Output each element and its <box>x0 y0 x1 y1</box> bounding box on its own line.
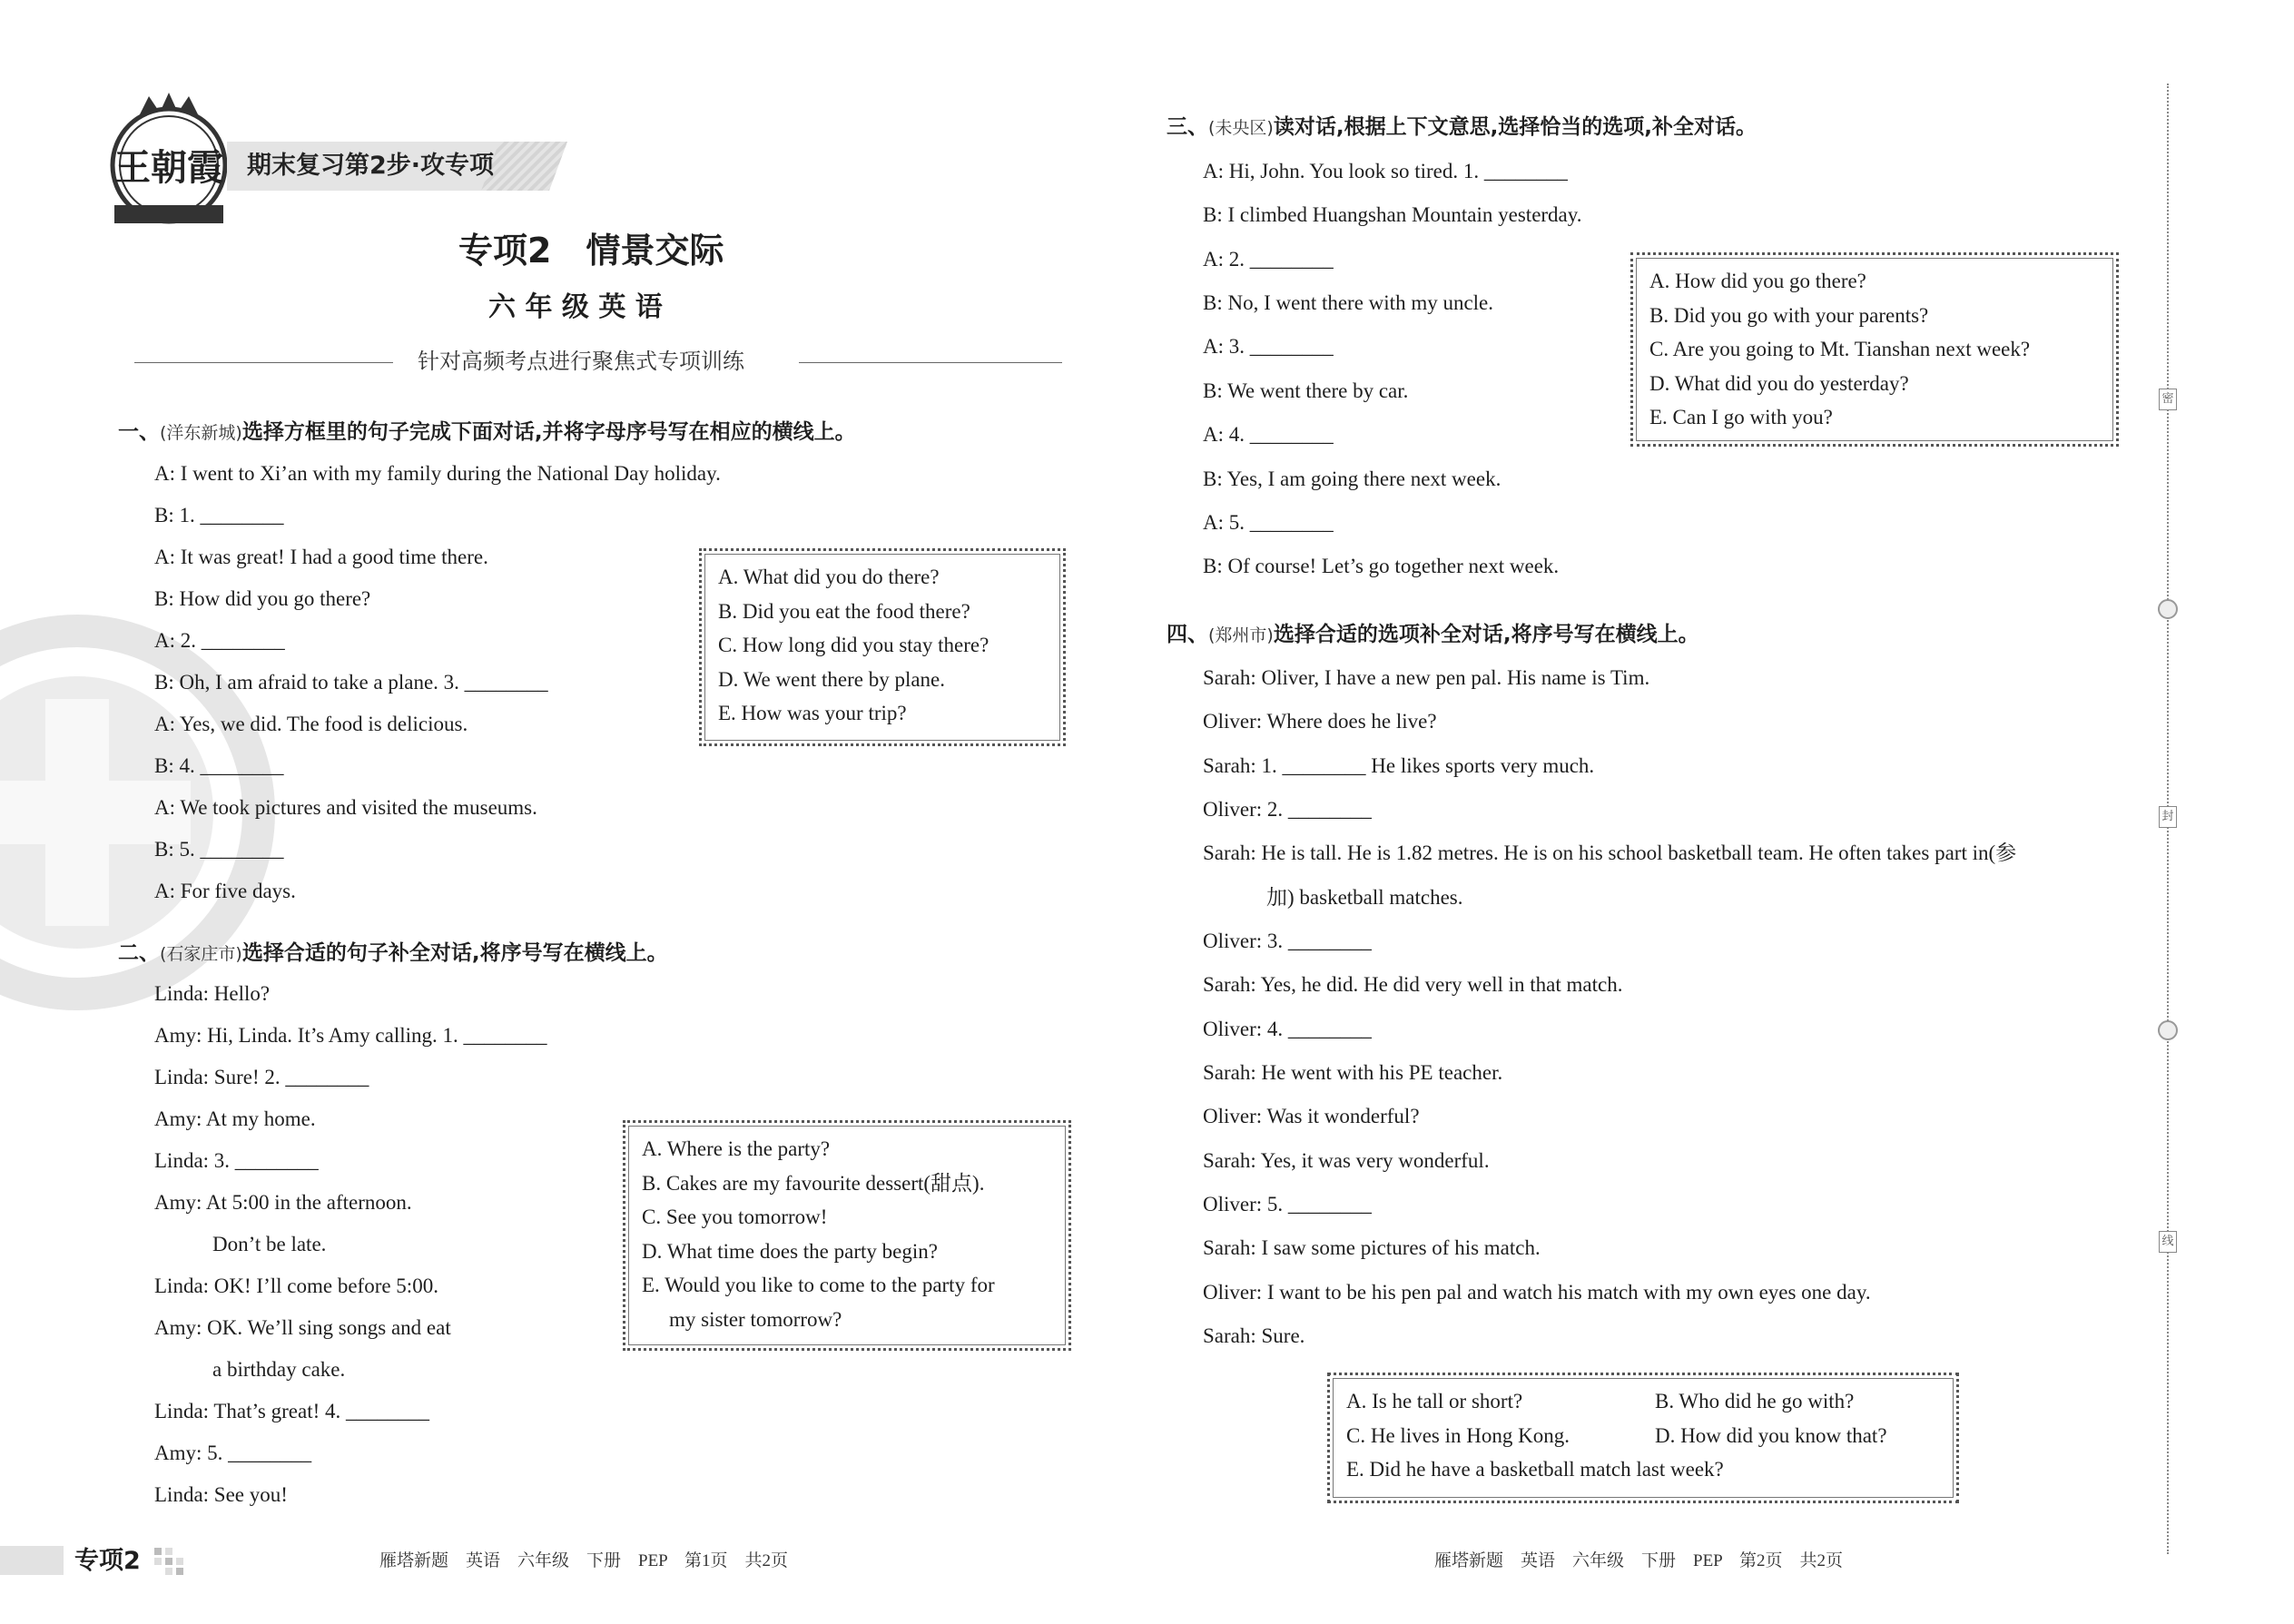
section2-instruction: 选择合适的句子补全对话,将序号写在横线上。 <box>241 941 668 965</box>
section1-instruction: 选择方框里的句子完成下面对话,并将字母序号写在相应的横线上。 <box>241 420 856 444</box>
section1-location: (洋东新城) <box>160 423 242 443</box>
s4-line: Sarah: Oliver, I have a new pen pal. His name is Tim. <box>1203 666 1650 689</box>
s4-line: Oliver: I want to be his pen pal and watch his match with my own eyes one day. <box>1203 1281 1871 1304</box>
s2-line: Don’t be late. <box>212 1233 327 1255</box>
section4-instruction: 选择合适的选项补全对话,将序号写在横线上。 <box>1273 623 1699 646</box>
s3-line: B: No, I went there with my uncle. <box>1203 291 1494 314</box>
s2-line: Amy: At 5:00 in the afternoon. <box>154 1191 412 1214</box>
s4-line: Sarah: Yes, it was very wonderful. <box>1203 1149 1490 1172</box>
s4-line: Sarah: He is tall. He is 1.82 metres. He is on his school basketball team. He often takes part in(参 <box>1203 842 2017 864</box>
s1-option: D. We went there by plane. <box>718 667 946 691</box>
section3-instruction: 读对话,根据上下文意思,选择恰当的选项,补全对话。 <box>1273 115 1757 139</box>
s1-line: B: 4. ________ <box>154 754 284 777</box>
s2-option: my sister tomorrow? <box>669 1307 842 1331</box>
s1-option: B. Did you eat the food there? <box>718 599 970 623</box>
side-dot <box>2158 599 2178 619</box>
s2-option: E. Would you like to come to the party for <box>642 1274 995 1296</box>
s2-option: B. Cakes are my favourite dessert(甜点). <box>642 1171 985 1195</box>
s1-line: A: Yes, we did. The food is delicious. <box>154 713 468 735</box>
brand-logo-icon <box>102 91 236 229</box>
s4-line: Sarah: Sure. <box>1203 1324 1305 1347</box>
s2-line: Amy: OK. We’ll sing songs and eat <box>154 1316 451 1339</box>
s4-option: D. How did you know that? <box>1655 1423 1887 1447</box>
section4-location: (郑州市) <box>1208 625 1274 645</box>
page-subtitle: 六 年 级 英 语 <box>488 291 663 323</box>
section3-number: 三、 <box>1167 115 1208 139</box>
s3-line: A: 4. ________ <box>1203 423 1334 446</box>
side-mark-xian: 线 <box>2159 1231 2177 1253</box>
s3-option: A. How did you go there? <box>1649 270 1866 292</box>
s4-line: Oliver: 5. ________ <box>1203 1193 1372 1216</box>
s2-option: C. See you tomorrow! <box>642 1206 828 1228</box>
s1-line: A: We took pictures and visited the museums. <box>154 796 537 819</box>
s4-line: Sarah: I saw some pictures of his match. <box>1203 1236 1541 1259</box>
s4-line: Sarah: Yes, he did. He did very well in that match. <box>1203 973 1623 996</box>
s3-line: A: 3. ________ <box>1203 335 1334 358</box>
section3-location: (未央区) <box>1208 118 1274 138</box>
s3-option: E. Can I go with you? <box>1649 406 1833 428</box>
section4-options-box <box>1327 1373 1959 1503</box>
s4-line: Sarah: He went with his PE teacher. <box>1203 1061 1503 1084</box>
section3-question <box>1167 114 1757 141</box>
s2-line: Linda: Hello? <box>154 982 271 1005</box>
s2-line: Amy: At my home. <box>154 1107 316 1130</box>
s1-line: A: It was great! I had a good time there. <box>154 546 488 568</box>
footer-grid-icon <box>154 1548 183 1575</box>
s2-line: a birthday cake. <box>212 1358 346 1381</box>
s4-line: Oliver: Where does he live? <box>1203 710 1437 733</box>
footer-right: 雁塔新题 英语 六年级 下册 PEP 第2页 共2页 <box>1434 1551 1844 1570</box>
s2-line: Linda: OK! I’ll come before 5:00. <box>154 1275 438 1297</box>
s1-option: E. How was your trip? <box>718 702 907 724</box>
s2-line: Linda: That’s great! 4. ________ <box>154 1400 429 1422</box>
s1-line: A: For five days. <box>154 880 296 902</box>
banner-label: 期末复习第2步·攻专项 <box>247 152 495 180</box>
section3-options-box <box>1630 252 2119 447</box>
tagline-divider-left <box>134 362 393 363</box>
s2-option: D. What time does the party begin? <box>642 1239 938 1263</box>
section4-number: 四、 <box>1167 623 1208 646</box>
s4-option: B. Who did he go with? <box>1655 1390 1855 1412</box>
s3-line: B: Of course! Let’s go together next week. <box>1203 555 1560 577</box>
s4-option: E. Did he have a basketball match last week? <box>1346 1458 1724 1481</box>
s1-line: B: Oh, I am afraid to take a plane. 3. ________ <box>154 671 548 694</box>
s3-option: C. Are you going to Mt. Tianshan next week? <box>1649 338 2031 360</box>
s3-line: B: We went there by car. <box>1203 379 1409 402</box>
section2-location: (石家庄市) <box>160 944 242 964</box>
s2-line: Linda: 3. ________ <box>154 1149 319 1172</box>
s1-line: B: 1. ________ <box>154 504 284 527</box>
s4-line: Oliver: 4. ________ <box>1203 1018 1372 1040</box>
s1-line: A: 2. ________ <box>154 629 285 652</box>
s2-line: Amy: Hi, Linda. It’s Amy calling. 1. ________ <box>154 1024 547 1047</box>
s4-line: Oliver: 2. ________ <box>1203 798 1372 821</box>
s3-line: B: Yes, I am going there next week. <box>1203 468 1501 490</box>
side-mark-feng: 封 <box>2159 806 2177 828</box>
s3-line: B: I climbed Huangshan Mountain yesterday. <box>1203 203 1582 226</box>
footer-tag: 专项2 <box>74 1547 141 1575</box>
s2-line: Amy: 5. ________ <box>154 1442 312 1464</box>
page-title: 专项2 情景交际 <box>458 231 724 271</box>
s4-line: Oliver: Was it wonderful? <box>1203 1105 1420 1127</box>
section2-question <box>118 940 668 967</box>
section1-options-box <box>699 548 1066 746</box>
s1-line: B: 5. ________ <box>154 838 284 861</box>
s3-line: A: 5. ________ <box>1203 511 1334 534</box>
s1-option: A. What did you do there? <box>718 566 940 588</box>
s4-option: A. Is he tall or short? <box>1346 1390 1523 1412</box>
s3-option: B. Did you go with your parents? <box>1649 303 1929 327</box>
s4-line: Sarah: 1. ________ He likes sports very much. <box>1203 754 1595 777</box>
side-mark-mi: 密 <box>2159 389 2177 410</box>
s1-line: B: How did you go there? <box>154 587 371 610</box>
tagline: 针对高频考点进行聚焦式专项训练 <box>418 350 744 374</box>
section1-question <box>118 419 856 446</box>
tagline-divider-right <box>799 362 1062 363</box>
s3-option: D. What did you do yesterday? <box>1649 371 1909 395</box>
section1-number: 一、 <box>118 420 160 444</box>
s4-line: 加) basketball matches. <box>1266 886 1463 909</box>
s2-line: Linda: See you! <box>154 1483 288 1506</box>
s4-option: C. He lives in Hong Kong. <box>1346 1423 1570 1447</box>
footer-tag-background <box>0 1546 64 1575</box>
s4-line: Oliver: 3. ________ <box>1203 930 1372 952</box>
s3-line: A: 2. ________ <box>1203 248 1334 271</box>
s2-option: A. Where is the party? <box>642 1137 831 1160</box>
section2-number: 二、 <box>118 941 160 965</box>
s1-line: A: I went to Xi’an with my family during the National Day holiday. <box>154 462 721 485</box>
footer-left: 雁塔新题 英语 六年级 下册 PEP 第1页 共2页 <box>379 1551 789 1570</box>
section4-question <box>1167 622 1699 648</box>
s1-option: C. How long did you stay there? <box>718 634 989 656</box>
s2-line: Linda: Sure! 2. ________ <box>154 1066 369 1088</box>
section2-options-box <box>623 1120 1071 1351</box>
s3-line: A: Hi, John. You look so tired. 1. ________ <box>1203 160 1568 182</box>
side-dot <box>2158 1020 2178 1040</box>
svg-text:王朝霞: 王朝霞 <box>114 146 223 189</box>
